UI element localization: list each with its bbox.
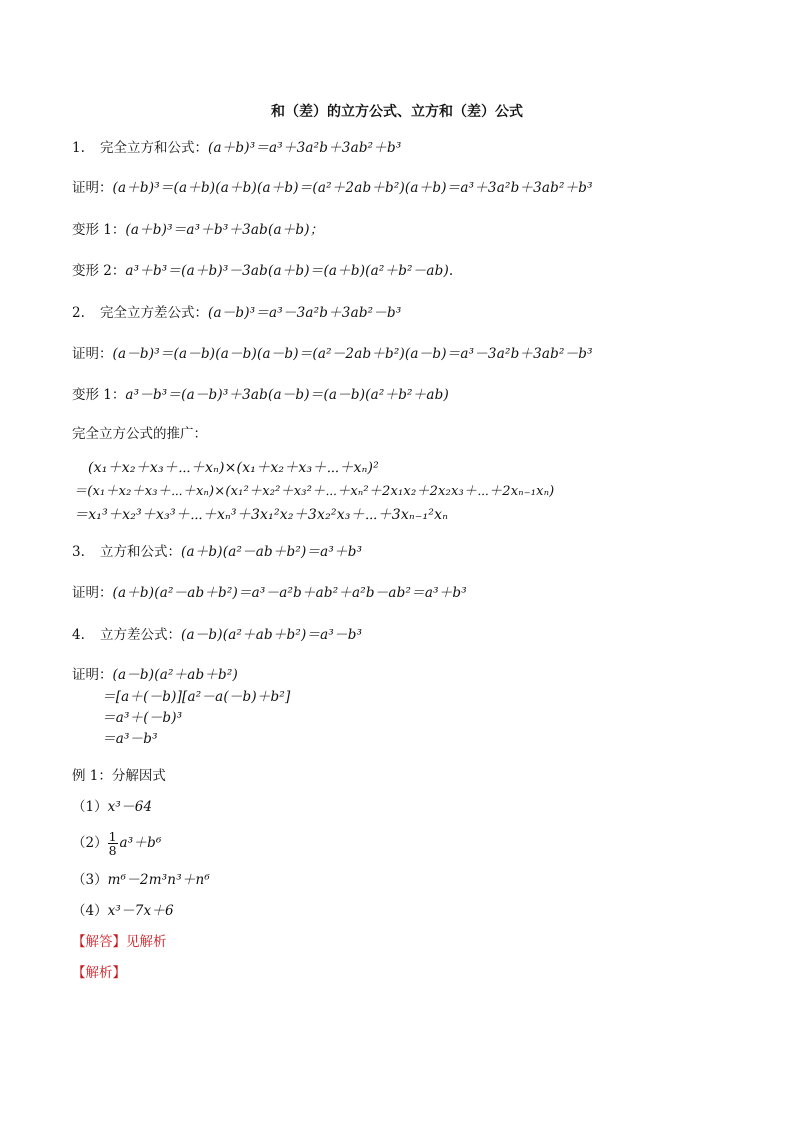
section-label: 完全立方和公式： bbox=[100, 140, 208, 156]
section-4-heading bbox=[72, 626, 362, 644]
analysis-label: 【解析】 bbox=[72, 965, 126, 981]
formula: (a－b)³＝a³－3a²b＋3ab²－b³ bbox=[208, 305, 402, 321]
proof-formula: (a＋b)³＝(a＋b)(a＋b)(a＋b)＝(a²＋2ab＋b²)(a＋b)＝a³＋3a²b＋3ab²＋b³ bbox=[112, 180, 593, 196]
section-4-proof-line-1 bbox=[72, 666, 238, 684]
proof-formula: (a－b)(a²＋ab＋b²) bbox=[112, 667, 238, 683]
example-item-4 bbox=[72, 902, 174, 920]
fraction bbox=[108, 830, 118, 857]
section-label: 完全立方差公式： bbox=[100, 305, 208, 321]
item-number: （2） bbox=[72, 835, 108, 851]
example-label: 例 1：分解因式 bbox=[72, 768, 166, 784]
section-3-heading bbox=[72, 543, 362, 561]
variant-label: 变形 2： bbox=[72, 263, 126, 279]
section-number: 4. bbox=[72, 627, 85, 643]
section-4-proof-line-3: ＝a³＋(－b)³ bbox=[102, 710, 183, 726]
section-4-proof-line-2: ＝[a＋(－b)][a²－a(－b)＋b²] bbox=[102, 689, 291, 705]
generalization-line-3: ＝x₁³＋x₂³＋x₃³＋⋯＋xₙ³＋3x₁²x₂＋3x₂²x₃＋⋯＋3xₙ₋₁²xₙ bbox=[74, 507, 449, 523]
section-number: 1. bbox=[72, 140, 85, 156]
proof-label: 证明： bbox=[72, 180, 113, 196]
section-1-variant-2 bbox=[72, 262, 453, 280]
section-2-variant-1 bbox=[72, 386, 449, 404]
proof-label: 证明： bbox=[72, 585, 113, 601]
generalization-label: 完全立方公式的推广： bbox=[72, 426, 207, 442]
item-number: （4） bbox=[72, 903, 108, 919]
generalization-line-1: (x₁＋x₂＋x₃＋⋯＋xₙ)×(x₁＋x₂＋x₃＋⋯＋xₙ)² bbox=[88, 460, 379, 476]
section-number: 2. bbox=[72, 305, 85, 321]
section-2-heading bbox=[72, 304, 401, 322]
section-3-proof bbox=[72, 584, 467, 602]
example-item-2 bbox=[72, 828, 162, 858]
variant-formula: a³＋b³＝(a＋b)³－3ab(a＋b)＝(a＋b)(a²＋b²－ab). bbox=[125, 263, 454, 279]
item-formula: x³－64 bbox=[107, 799, 153, 815]
generalization-line-2: ＝(x₁＋x₂＋x₃＋⋯＋xₙ)×(x₁²＋x₂²＋x₃²＋⋯＋xₙ²＋2x₁x₂＋2x₂x₃＋⋯＋2xₙ₋₁xₙ) bbox=[74, 484, 555, 499]
formula: (a－b)(a²＋ab＋b²)＝a³－b³ bbox=[181, 627, 363, 643]
formula: (a＋b)(a²－ab＋b²)＝a³＋b³ bbox=[181, 544, 363, 560]
example-item-3 bbox=[72, 871, 210, 889]
section-1-variant-1 bbox=[72, 221, 323, 239]
page-title: 和（差）的立方公式、立方和（差）公式 bbox=[271, 104, 523, 120]
variant-formula: a³－b³＝(a－b)³＋3ab(a－b)＝(a－b)(a²＋b²＋ab) bbox=[125, 387, 449, 403]
section-4-proof-line-4: ＝a³－b³ bbox=[102, 731, 158, 747]
section-number: 3. bbox=[72, 544, 85, 560]
item-formula: m⁶－2m³n³＋n⁶ bbox=[107, 872, 211, 888]
section-label: 立方差公式： bbox=[100, 627, 181, 643]
example-item-1 bbox=[72, 798, 152, 816]
fraction-denominator: 8 bbox=[108, 843, 117, 858]
proof-formula: (a＋b)(a²－ab＋b²)＝a³－a²b＋ab²＋a²b－ab²＝a³＋b³ bbox=[112, 585, 467, 601]
section-1-heading bbox=[72, 139, 401, 157]
section-label: 立方和公式： bbox=[100, 544, 181, 560]
answer-label: 【解答】见解析 bbox=[72, 934, 167, 950]
proof-label: 证明： bbox=[72, 346, 113, 362]
formula: (a＋b)³＝a³＋3a²b＋3ab²＋b³ bbox=[208, 140, 402, 156]
item-number: （3） bbox=[72, 872, 108, 888]
proof-label: 证明： bbox=[72, 667, 113, 683]
item-number: （1） bbox=[72, 799, 108, 815]
section-2-proof bbox=[72, 345, 593, 363]
item-formula: a³＋b⁶ bbox=[119, 835, 162, 851]
item-formula: x³－7x＋6 bbox=[107, 903, 174, 919]
variant-label: 变形 1： bbox=[72, 222, 126, 238]
variant-label: 变形 1： bbox=[72, 387, 126, 403]
proof-formula: (a－b)³＝(a－b)(a－b)(a－b)＝(a²－2ab＋b²)(a－b)＝a³－3a²b＋3ab²－b³ bbox=[112, 346, 593, 362]
variant-formula: (a＋b)³＝a³＋b³＋3ab(a＋b)； bbox=[125, 222, 324, 238]
section-1-proof bbox=[72, 179, 593, 197]
fraction-numerator: 1 bbox=[108, 829, 117, 844]
